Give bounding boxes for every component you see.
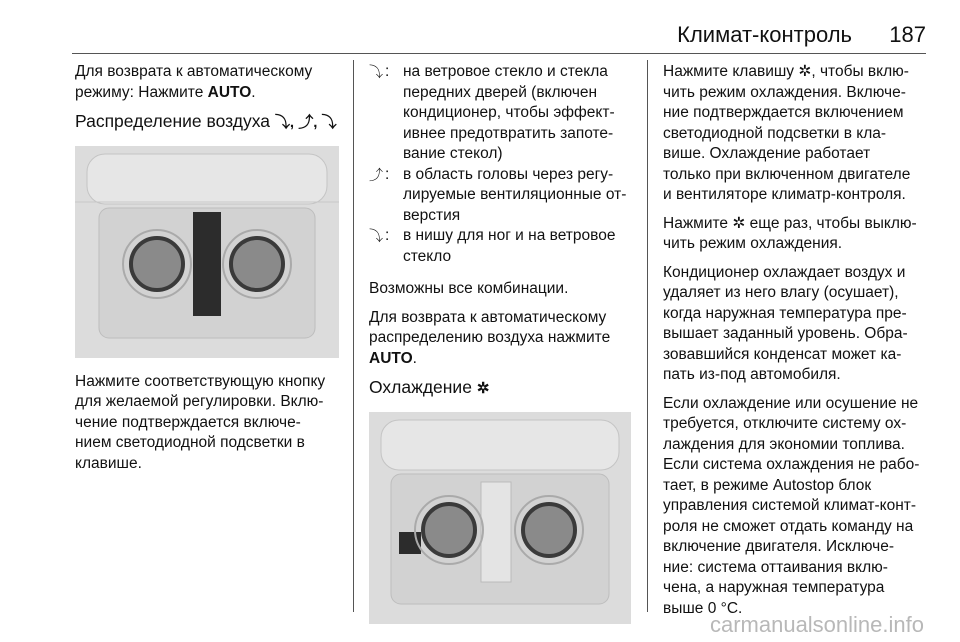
text-line: тает, в режиме Autostop блок: [663, 476, 872, 494]
caption-line: нием светодиодной подсветки в: [75, 434, 305, 451]
item-line: кондиционер, чтобы эффект-: [403, 104, 615, 121]
section-title: Распределение воздуха: [75, 111, 270, 131]
text-line: Если охлаждение или осушение не: [663, 394, 919, 412]
period: .: [251, 83, 256, 101]
text-line: чить режим охлаждения.: [663, 235, 843, 252]
left-column: [75, 62, 340, 482]
text-line: светодиодной подсветки в кла-: [663, 124, 887, 142]
caption-line: Нажмите соответствующую кнопку: [75, 372, 326, 390]
item-line: вание стекол): [403, 145, 503, 162]
item-line: в нишу для ног и на ветровое: [403, 227, 616, 244]
caption-line: для желаемой регулировки. Вклю-: [75, 393, 324, 410]
text-line: лаждения для экономии топлива.: [663, 435, 905, 453]
auto-return-paragraph: [75, 62, 340, 103]
text-line: Если система охлаждения не рабо-: [663, 456, 920, 473]
text-line: ние: система оттаивания вклю-: [663, 558, 888, 576]
item-line: стекло: [403, 247, 452, 265]
intro-line-1: Для возврата к автоматическому: [75, 63, 313, 80]
text-line: управления системой климат-конт-: [663, 497, 917, 514]
definition-item-head: ⤴ : в область головы через регу- лируемые вентиляционные от- верстия: [369, 165, 637, 227]
definition-item-footwell: ⤵ : в нишу для ног и на ветровое стекло: [369, 226, 637, 267]
text-line: чить режим охлаждения. Включе-: [663, 83, 906, 101]
snowflake-icon: ✲: [476, 380, 490, 397]
text-line: ние подтверждается включением: [663, 104, 904, 121]
text-line: роля не сможет отдать команду на: [663, 517, 914, 535]
text-line: включение двигателя. Исключе-: [663, 538, 895, 555]
auto-label: AUTO: [369, 349, 413, 367]
period: .: [412, 349, 417, 367]
auto-label: AUTO: [207, 83, 252, 101]
header-divider: [72, 53, 926, 54]
page-number: 187: [889, 22, 926, 47]
item-line: на ветровое стекло и стекла: [403, 63, 608, 80]
text-line: удаляет из него влагу (осушает),: [663, 284, 899, 301]
auto-distribution-paragraph: [369, 308, 637, 370]
footwell-icon: ⤵: [369, 228, 383, 244]
text-line: вышает заданный уровень. Обра-: [663, 325, 908, 342]
item-line: передних дверей (включен: [403, 83, 598, 101]
air-distribution-icons: ⤵, ⤴, ⤵: [274, 114, 337, 131]
text-line: Для возврата к автоматическому: [369, 308, 607, 326]
column-divider-1: [353, 60, 354, 612]
watermark: carmanualsonline.info: [709, 612, 924, 637]
text-line: и вентиляторе климатр-контроля.: [663, 186, 906, 203]
text-line: только при включенном двигателе: [663, 165, 911, 183]
caption-line: чение подтверждается включе-: [75, 413, 301, 431]
section-heading-air-distribution: [75, 111, 340, 134]
right-column: [663, 62, 933, 627]
text-line: Нажмите клавишу ✲, чтобы вклю-: [663, 63, 909, 80]
text-line: выше 0 °C.: [663, 599, 743, 617]
cooling-off-paragraph: [663, 214, 933, 255]
text-line: Кондиционер охлаждает воздух и: [663, 263, 906, 281]
cooling-on-paragraph: [663, 62, 933, 206]
section-heading-cooling: [369, 377, 637, 400]
head-area-icon: ⤴: [369, 166, 383, 183]
intro-line-2: режиму: Нажмите: [75, 83, 208, 101]
text-line: чена, а наружная температура: [663, 579, 885, 596]
economy-paragraph: [663, 394, 933, 620]
item-line: лируемые вентиляционные от-: [403, 186, 627, 203]
text-line: требуется, отключите систему ох-: [663, 415, 907, 432]
item-line: ивнее предотвратить запоте-: [403, 124, 614, 142]
definition-item-windscreen: ⤵ : на ветровое стекло и стекла передних дверей (включен кондиционер, чтобы эффект- ивнее предотвратить запоте- вание стекол): [369, 62, 637, 165]
column-divider-2: [647, 60, 648, 612]
section-title: Охлаждение: [369, 377, 472, 397]
climate-panel-photo: [75, 146, 339, 358]
text-line: пать из-под автомобиля.: [663, 366, 841, 383]
caption-paragraph: [75, 372, 340, 475]
item-line: в область головы через регу-: [403, 165, 614, 183]
text-line: распределению воздуха нажмите: [369, 329, 611, 346]
text-line: Нажмите ✲ еще раз, чтобы выклю-: [663, 214, 917, 232]
text-line: когда наружная температура пре-: [663, 304, 907, 322]
text-line: више. Охлаждение работает: [663, 145, 871, 162]
middle-column: [369, 62, 637, 624]
combinations-text: Возможны все комбинации.: [369, 280, 569, 297]
cooling-panel-photo: [369, 412, 631, 624]
ac-function-paragraph: [663, 263, 933, 386]
text-line: зовавшийся конденсат может ка-: [663, 345, 902, 363]
item-line: верстия: [403, 206, 461, 224]
page-title: Климат-контроль: [677, 22, 852, 47]
windscreen-icon: ⤵: [369, 64, 383, 80]
caption-line: клавише.: [75, 454, 142, 472]
